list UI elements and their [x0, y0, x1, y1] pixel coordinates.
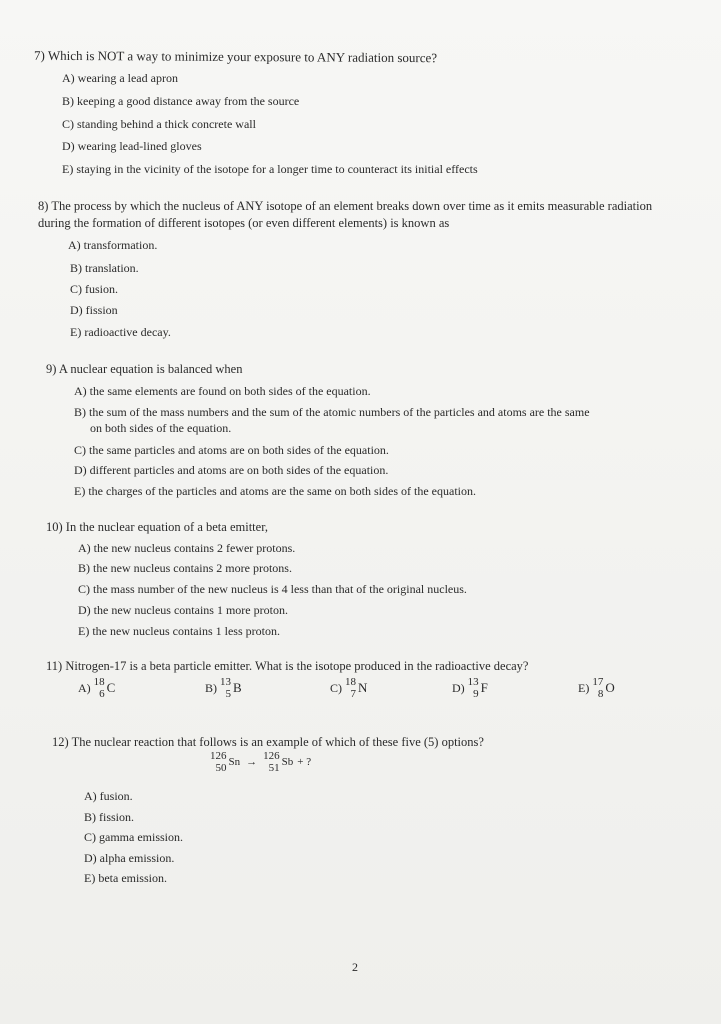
q8-option-a: A) transformation.: [68, 238, 158, 252]
q11-option-c: C) 18 7 N: [330, 676, 368, 700]
question-number: 9): [46, 362, 57, 376]
isotope-symbol: 17 8 O: [592, 676, 615, 700]
q10-option-b: B) the new nucleus contains 2 more protons.: [78, 561, 292, 575]
question-text: The process by which the nucleus of ANY isotope of an element breaks down over time as it emits measurable radiation during the formation of different isotopes (or even different elements) is known as: [38, 199, 653, 230]
q8-option-e: E) radioactive decay.: [70, 325, 171, 339]
q7-option-b: B) keeping a good distance away from the source: [62, 94, 300, 108]
question-number: 10): [46, 520, 63, 534]
question-number: 7): [33, 47, 45, 63]
question-9-stem: [46, 360, 242, 378]
reactant-nuclide: 126 50 Sn: [210, 750, 241, 774]
q8-option-c: C) fusion.: [70, 282, 118, 296]
q8-option-b: B) translation.: [70, 261, 139, 275]
q12-option-c: C) gamma emission.: [84, 830, 183, 844]
question-number: 12): [52, 735, 69, 749]
q9-option-b-continuation: on both sides of the equation.: [90, 421, 232, 435]
question-text: In the nuclear equation of a beta emitter,: [65, 520, 268, 534]
question-8-stem: [38, 198, 678, 232]
q9-option-d: D) different particles and atoms are on both sides of the equation.: [74, 463, 389, 477]
question-12-stem: [52, 733, 484, 751]
q12-option-d: D) alpha emission.: [84, 851, 175, 865]
question-text: A nuclear equation is balanced when: [58, 362, 243, 376]
q9-option-a: A) the same elements are found on both sides of the equation.: [74, 384, 371, 398]
q11-option-a: A) 18 6 C: [78, 676, 116, 700]
q10-option-c: C) the mass number of the new nucleus is 4 less than that of the original nucleus.: [78, 582, 467, 596]
q7-option-d: D) wearing lead-lined gloves: [62, 139, 202, 153]
unknown-product: + ?: [297, 756, 312, 768]
q10-option-a: A) the new nucleus contains 2 fewer protons.: [78, 541, 296, 555]
question-number: 8): [38, 199, 49, 213]
q9-option-b: B) the sum of the mass numbers and the sum of the atomic numbers of the particles and atoms are the same on both sides of the equation.: [74, 404, 674, 436]
isotope-symbol: 18 6 C: [93, 676, 116, 700]
isotope-symbol: 13 9 F: [467, 676, 488, 700]
q12-option-a: A) fusion.: [84, 789, 133, 803]
q8-option-d: D) fission: [70, 303, 118, 317]
page-number: 2: [352, 960, 358, 974]
question-text: Which is NOT a way to minimize your exposure to ANY radiation source?: [47, 47, 438, 66]
reaction-arrow: →: [246, 756, 258, 768]
isotope-symbol: 18 7 N: [345, 676, 368, 700]
product-nuclide: 126 51 Sb: [263, 750, 294, 774]
q9-option-e: E) the charges of the particles and atoms are the same on both sides of the equation.: [74, 484, 476, 498]
q7-option-a: A) wearing a lead apron: [62, 71, 178, 85]
q7-option-e: E) staying in the vicinity of the isotope for a longer time to counteract its initial effects: [62, 162, 478, 176]
q11-option-b: B) 13 5 B: [205, 676, 242, 700]
question-11-stem: [46, 657, 528, 675]
q10-option-e: E) the new nucleus contains 1 less proton.: [78, 624, 280, 638]
q11-option-e: E) 17 8 O: [578, 676, 615, 700]
q9-option-c: C) the same particles and atoms are on both sides of the equation.: [74, 443, 389, 457]
q10-option-d: D) the new nucleus contains 1 more proton.: [78, 603, 288, 617]
q11-option-d: D) 13 9 F: [452, 676, 488, 700]
q7-option-c: C) standing behind a thick concrete wall: [62, 117, 256, 131]
q12-option-e: E) beta emission.: [84, 871, 167, 885]
question-text: The nuclear reaction that follows is an example of which of these five (5) options?: [71, 735, 484, 749]
isotope-symbol: 13 5 B: [220, 676, 242, 700]
question-text: Nitrogen-17 is a beta particle emitter. What is the isotope produced in the radioactive decay?: [65, 659, 529, 673]
question-number: 11): [46, 659, 63, 673]
q12-option-b: B) fission.: [84, 810, 135, 824]
q12-nuclear-equation: [210, 750, 311, 774]
question-10-stem: [46, 518, 268, 536]
q11-options-row: [0, 676, 721, 706]
question-7-stem: [34, 47, 437, 67]
